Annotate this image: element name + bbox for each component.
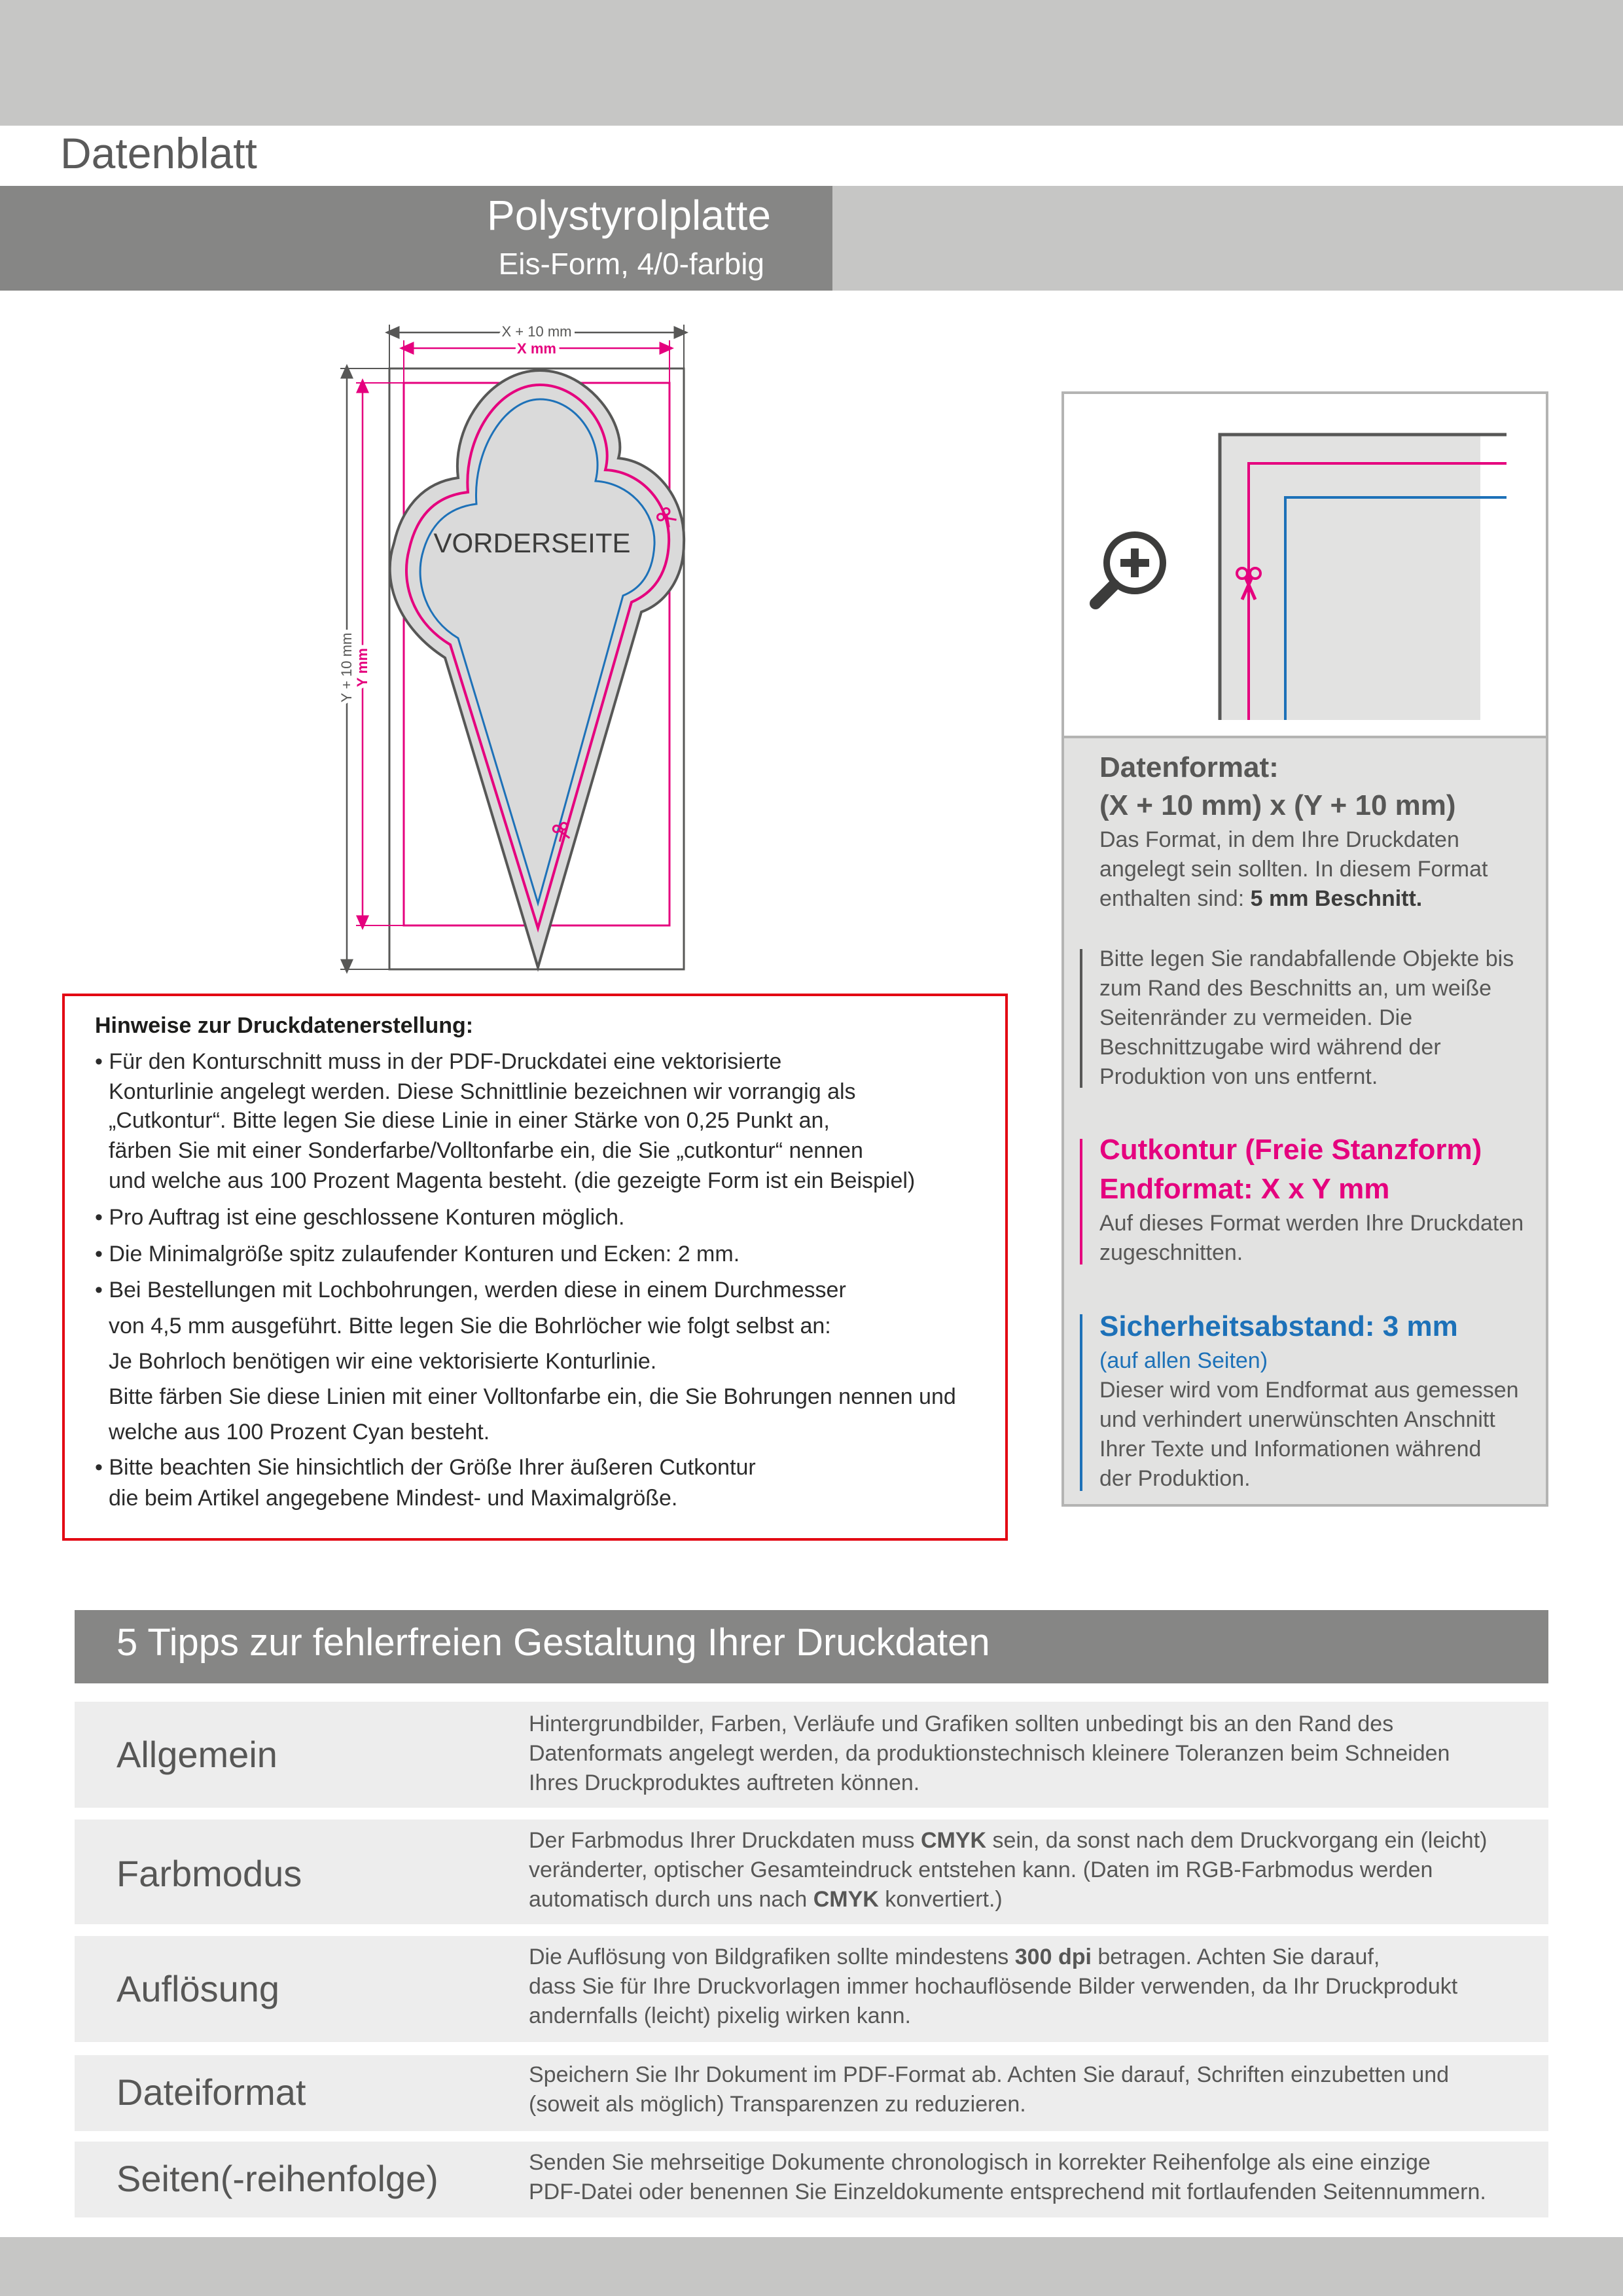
tip-text: Der Farbmodus Ihrer Druckdaten muss CMYK sein, da sonst nach dem Druckvorgang ein (leicht) veränderter, optischer Gesamteindruck entstehen kann. (Daten im RGB-Farbmodus werden automatisch durch uns nach CMYK konvertiert.): [529, 1828, 1488, 1912]
tip-label: Allgemein: [116, 1734, 277, 1775]
tip-label: Dateiformat: [116, 2072, 306, 2113]
format-heading: Datenformat:: [1099, 751, 1279, 783]
safety-text: Ihrer Texte und Informationen während: [1099, 1437, 1482, 1462]
bleed-note: Bitte legen Sie randabfallende Objekte bis: [1099, 946, 1514, 971]
hint-line: • Die Minimalgröße spitz zulaufender Konturen und Ecken: 2 mm.: [95, 1242, 740, 1266]
height-inner-label: Y mm: [354, 648, 370, 687]
hint-line: welche aus 100 Prozent Cyan besteht.: [109, 1420, 490, 1444]
hint-line: Bitte färben Sie diese Linien mit einer Volltonfarbe ein, die Sie Bohrungen nennen und: [109, 1384, 956, 1409]
hint-line: • Pro Auftrag ist eine geschlossene Konturen möglich.: [95, 1205, 625, 1230]
format-dimensions: (X + 10 mm) x (Y + 10 mm): [1099, 789, 1456, 821]
hint-line: Je Bohrloch benötigen wir eine vektorisierte Konturlinie.: [109, 1349, 657, 1374]
hint-line: von 4,5 mm ausgeführt. Bitte legen Sie die Bohrlöcher wie folgt selbst an:: [109, 1314, 831, 1338]
cut-text: Auf dieses Format werden Ihre Druckdaten: [1099, 1211, 1524, 1236]
ice-cream-shape-diagram: [327, 314, 694, 975]
bleed-note: Beschnittzugabe wird während der: [1099, 1035, 1441, 1060]
format-text: Das Format, in dem Ihre Druckdaten: [1099, 827, 1459, 852]
tip-label: Farbmodus: [116, 1853, 302, 1894]
hints-title: Hinweise zur Druckdatenerstellung:: [95, 1013, 474, 1038]
hint-line: die beim Artikel angegebene Mindest- und Maximalgröße.: [109, 1486, 678, 1511]
hint-line: und welche aus 100 Prozent Magenta besteht. (die gezeigte Form ist ein Beispiel): [109, 1168, 916, 1193]
format-text: angelegt sein sollten. In diesem Format: [1099, 857, 1488, 882]
tip-text: Hintergrundbilder, Farben, Verläufe und Grafiken sollten unbedingt bis an den Rand des Datenformats angelegt werden, da produktionstechnisch kleinere Toleranzen beim Schneiden Ihres Druckproduktes auftreten können.: [529, 1712, 1450, 1795]
cut-text: zugeschnitten.: [1099, 1240, 1243, 1265]
tip-text: Die Auflösung von Bildgrafiken sollte mindestens 300 dpi betragen. Achten Sie darauf, dass Sie für Ihre Druckvorlagen immer hochauflösende Bilder verwenden, da Ihr Druckprodukt andernfalls (leicht) pixelig wirken kann.: [529, 1945, 1458, 2028]
tip-label: Seiten(-reihenfolge): [116, 2158, 438, 2199]
product-variant: Eis-Form, 4/0-farbig: [498, 247, 764, 281]
cut-heading: Cutkontur (Freie Stanzform): [1099, 1134, 1482, 1166]
zoom-in-icon: [1096, 531, 1166, 603]
doc-type-label: Datenblatt: [60, 129, 257, 177]
bleed-note: Produktion von uns entfernt.: [1099, 1064, 1378, 1089]
width-outer-label: X + 10 mm: [501, 323, 572, 340]
height-outer-label: Y + 10 mm: [338, 632, 355, 703]
shape-bleed: [390, 370, 684, 967]
safety-text: der Produktion.: [1099, 1466, 1251, 1491]
bleed-note: Seitenränder zu vermeiden. Die: [1099, 1005, 1413, 1030]
safety-sub: (auf allen Seiten): [1099, 1348, 1268, 1373]
bleed-note: zum Rand des Beschnitts an, um weiße: [1099, 976, 1492, 1001]
zoom-detail-graphic: [1064, 394, 1546, 736]
format-text: enthalten sind: 5 mm Beschnitt.: [1099, 886, 1423, 911]
hint-line: • Für den Konturschnitt muss in der PDF-Druckdatei eine vektorisierte: [95, 1049, 782, 1074]
tip-label: Auflösung: [116, 1968, 280, 2009]
cut-bar: [1080, 1139, 1082, 1265]
bleed-bar: [1080, 949, 1082, 1088]
hint-line: • Bei Bestellungen mit Lochbohrungen, werden diese in einem Durchmesser: [95, 1278, 846, 1302]
tip-text: Senden Sie mehrseitige Dokumente chronologisch in korrekter Reihenfolge als eine einzige PDF-Datei oder benennen Sie Einzeldokumente entsprechend mit fortlaufenden Seitennummern.: [529, 2150, 1486, 2204]
hint-line: „Cutkontur“. Bitte legen Sie diese Linie in einer Stärke von 0,25 Punkt an,: [109, 1108, 830, 1133]
safety-text: Dieser wird vom Endformat aus gemessen: [1099, 1378, 1519, 1403]
safety-bar: [1080, 1314, 1082, 1491]
hint-line: Konturlinie angelegt werden. Diese Schnittlinie bezeichnen wir vorrangig als: [109, 1079, 856, 1104]
tip-text: Speichern Sie Ihr Dokument im PDF-Format ab. Achten Sie darauf, Schriften einzubetten und (soweit als möglich) Transparenzen zu reduzieren.: [529, 2062, 1450, 2117]
side-label: VORDERSEITE: [433, 528, 631, 558]
tips-title: 5 Tipps zur fehlerfreien Gestaltung Ihrer Druckdaten: [116, 1621, 990, 1664]
bottom-band: [0, 2237, 1623, 2296]
product-title: Polystyrolplatte: [487, 192, 771, 239]
hint-line: färben Sie mit einer Sonderfarbe/Volltonfarbe ein, die Sie „cutkontur“ nennen: [109, 1138, 863, 1163]
safety-heading: Sicherheitsabstand: 3 mm: [1099, 1310, 1458, 1342]
safety-text: und verhindert unerwünschten Anschnitt: [1099, 1407, 1495, 1432]
width-inner-label: X mm: [517, 340, 556, 357]
cut-endformat: Endformat: X x Y mm: [1099, 1173, 1390, 1205]
top-band: [0, 0, 1623, 126]
hint-line: • Bitte beachten Sie hinsichtlich der Größe Ihrer äußeren Cutkontur: [95, 1455, 756, 1480]
